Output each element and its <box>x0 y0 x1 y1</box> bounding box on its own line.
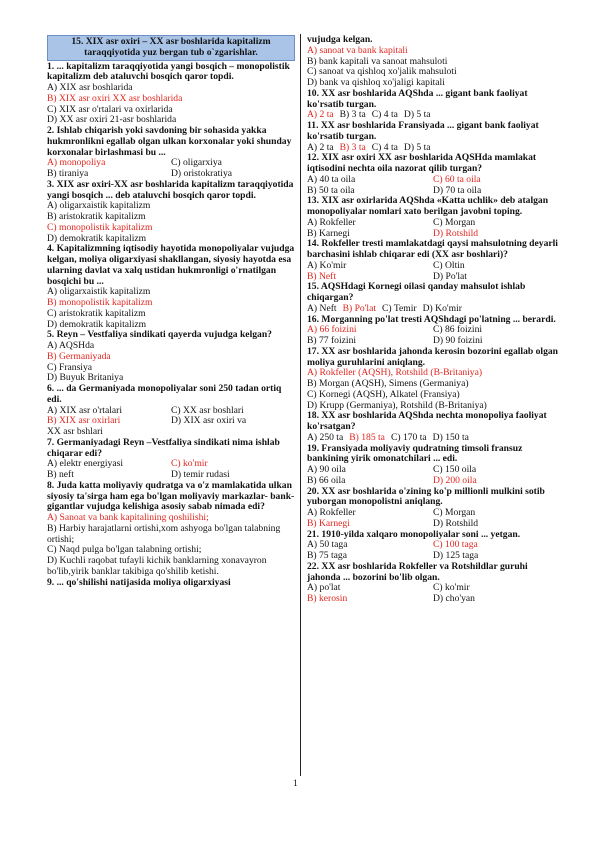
question-3: 3. XIX asr oxiri-XX asr boshlarida kapitalizm taraqqiyotida yangi bosqich ... deb ataluvchi bosqich qaror topdi. <box>47 178 294 201</box>
correct-option: B) Po'lat <box>342 302 377 314</box>
option: B) Harbiy harajatlarni ortishi,xom ashyoga bo'lgan talabning ortishi; <box>47 522 281 545</box>
option-row <box>307 218 559 229</box>
question-17: 17. XX asr boshlarida jahonda kerosin bozorini egallab olgan moliya guruhlarini aniqlang. <box>307 345 558 368</box>
option: B) 50 ta oila <box>307 184 355 196</box>
question-20: 20. XX asr boshlarida o'zining ko'p millionli mulkini sotib yuborgan monopolistni aniqlang. <box>307 485 545 508</box>
correct-option: B) Germaniyada <box>47 350 111 362</box>
option: A) Rokfeller <box>307 216 356 228</box>
option: C) aristokratik kapitalizm <box>47 307 146 319</box>
option: A) Ko'mir <box>307 259 347 271</box>
correct-option: B) XIX asr oxiri XX asr boshlarida <box>47 92 183 104</box>
title-line-2: taraqqiyotida yuz bergan tub o`zgarishlar. <box>84 46 258 58</box>
question-5: 5. Reyn – Vestfaliya sindikati qayerda vujudga kelgan? <box>47 329 272 341</box>
option: C) 86 foizini <box>433 324 483 336</box>
question-11: 11. XX asr boshlarida Fransiyada ... gigant bank faoliyat ko'rsatib turgan. <box>307 120 539 142</box>
question-16: 16. Morganning po'lat tresti AQShdagi po'latning ... berardi. <box>307 313 556 325</box>
column-divider <box>300 34 301 776</box>
question-2: 2. Ishlab chiqarish yoki savdoning bir sohasida yakka hukmronlikni egallab olgan ulkan korxonalar yoki shunday korxonalar birlashmasi bu ... <box>47 125 292 158</box>
option: C) 4 ta <box>371 141 398 153</box>
option: C) XX asr boshlari <box>171 404 244 416</box>
option: D) Ko'mir <box>422 302 462 314</box>
option: D) Rotshild <box>433 517 479 529</box>
option: B) Morgan (AQSH), Simens (Germaniya) <box>307 378 469 389</box>
section-title <box>47 35 295 61</box>
option: A) AQSHda <box>47 340 95 351</box>
option: A) elektr energiyasi <box>47 458 124 470</box>
option: C) XIX asr o'rtalari va oxirlarida <box>47 103 173 115</box>
correct-option: B) Karnegi <box>307 517 350 529</box>
option: A) 2 ta <box>307 141 334 153</box>
option-row <box>307 433 559 444</box>
option: D) 90 foizini <box>433 335 483 346</box>
correct-option: C) 60 ta oila <box>433 173 481 185</box>
option-row <box>307 304 559 315</box>
option: C) Oltin <box>433 259 465 271</box>
option: D) Kuchli raqobat tufayli kichik banklarning xonavayron bo'lib,yirik banklar takibiga qo'shilib ketishi. <box>47 555 267 577</box>
correct-option: A) Rokfeller (AQSH), Rotshild (B-Britaniya) <box>307 367 483 379</box>
option: A) po'lat <box>307 582 341 594</box>
question-8: 8. Juda katta moliyaviy qudratga va o'z mamlakatida ulkan siyosiy ta'sirga ham ega bo'lgan moliyaviy markazlar- bank-gigantlar vujudga kelishiga asosiy sabab nimada edi? <box>47 479 295 513</box>
correct-option: C) ko'mir <box>171 458 208 470</box>
correct-option: B) 185 ta <box>349 431 385 443</box>
option: A) Neft <box>307 302 337 314</box>
question-21: 21. 1910-yilda xalqaro monopoliyalar soni ... yetgan. <box>307 528 521 540</box>
option: D) cho'yan <box>433 593 475 604</box>
question-13: 13. XIX asr oxirlarida AQShda «Katta uchlik» deb atalgan monopoliyalar nomlari xato berilgan javobni toping. <box>307 195 549 217</box>
option: A) 50 taga <box>307 539 348 551</box>
option: C) Morgan <box>433 216 476 228</box>
option: C) Naqd pulga bo'lgan talabning ortishi; <box>47 544 202 556</box>
question-14: 14. Rokfeller tresti mamlakatdagi qaysi mahsulotning deyarli barchasini ishlab chiqarar edi (XX asr boshlari)? <box>307 238 558 260</box>
option: C) sanoat va qishloq xo'jalik mahsuloti <box>307 66 457 78</box>
correct-option: D) Rotshild <box>433 227 479 239</box>
option-row <box>307 175 559 186</box>
option: C) oligarxiya <box>171 157 222 169</box>
option-row <box>307 261 559 272</box>
option: A) Rokfeller <box>307 507 356 518</box>
question-18: 18. XX asr boshlarida AQShda nechta monopoliya faoliyat ko'rsatgan? <box>307 410 547 432</box>
option: B) aristokratik kapitalizm <box>47 211 146 222</box>
option: D) temir rudasi <box>171 469 230 480</box>
option: A) 40 ta oila <box>307 173 356 185</box>
option: B) bank kapitali va sanoat mahsuloti <box>307 55 448 67</box>
option: B) 77 foizini <box>307 335 357 346</box>
correct-option: C) 100 taga <box>433 539 478 551</box>
option: D) demokratik kapitalizm <box>47 318 147 330</box>
question-7: 7. Germaniyadagi Reyn –Vestfaliya sindikati nima ishlab chiqarar edi? <box>47 436 280 459</box>
option: C) 4 ta <box>371 109 398 121</box>
question-9-continued: vujudga kelgan. <box>307 34 373 45</box>
option: D) 5 ta <box>403 109 431 121</box>
title-line-1: 15. XIX asr oxiri – XX asr boshlarida kapitalizm <box>71 36 271 47</box>
question-6: 6. ... da Germaniyada monopoliyalar soni 250 tadan ortiq edi. <box>47 383 282 405</box>
correct-option: A) monopoliya <box>47 157 106 169</box>
question-19: 19. Fransiyada moliyaviy qudratning timsoli fransuz bankining yirik omonatchilari ... edi. <box>307 442 523 465</box>
option-row <box>307 594 559 605</box>
correct-option: A) 66 foizini <box>307 324 357 336</box>
correct-option: A) Sanoat va bank kapitalining qoshilishi; <box>47 512 209 523</box>
option: B) Karnegi <box>307 227 350 239</box>
correct-option: B) 3 ta <box>339 141 366 153</box>
correct-option: B) XIX asr oxirlari <box>47 415 121 427</box>
correct-option: D) 200 oila <box>433 474 477 486</box>
option: D) 70 ta oila <box>433 184 482 196</box>
question-1: 1. ... kapitalizm taraqqiyotida yangi bosqich – monopolistik kapitalizm deb ataluvchi bosqich qaror topdi. <box>47 60 290 83</box>
left-column <box>47 35 295 588</box>
option: B) 75 taga <box>307 550 347 561</box>
right-column <box>307 35 559 605</box>
question-4: 4. Kapitalizmning iqtisodiy hayotida monopoliyalar vujudga kelgan, moliya oligarxiyasi shakllangan, siyosiy hayotda esa ularning davlat va xalq ustidan hukmronligi o'rnatilgan bosqichi bu ... <box>47 243 295 287</box>
question-12: 12. XIX asr oxiri XX asr boshlarida AQSHda mamlakat iqtisodini nechta oila nazorat qilib turgan? <box>307 152 537 174</box>
option: D) 150 ta <box>432 431 469 443</box>
option: C) 150 oila <box>433 464 477 475</box>
option: D) XIX asr oxiri va <box>171 415 247 427</box>
question-15: 15. AQSHdagi Kornegi oilasi qanday mahsulot ishlab chiqargan? <box>307 281 526 303</box>
option: B) 66 oila <box>307 474 346 486</box>
option: C) 170 ta <box>390 431 427 443</box>
option: C) Temir <box>382 302 417 314</box>
option: A) 90 oila <box>307 464 346 475</box>
option: D) 125 taga <box>433 550 479 561</box>
option: A) oligarxaistik kapitalizm <box>47 286 151 298</box>
option: B) neft <box>47 469 74 480</box>
option: D) demokratik kapitalizm <box>47 232 147 244</box>
correct-option: A) 2 ta <box>307 109 334 121</box>
option: C) Kornegi (AQSH), Alkatel (Fransiya) <box>307 388 460 400</box>
question-9: 9. ... qo'shilishi natijasida moliya oligarxiyasi <box>47 576 231 588</box>
correct-option: C) monopolistik kapitalizm <box>47 221 153 233</box>
correct-option: B) monopolistik kapitalizm <box>47 297 153 308</box>
correct-option: A) sanoat va bank kapitali <box>307 44 408 56</box>
option: D) 5 ta <box>403 141 431 153</box>
option: D) XX asr oxiri 21-asr boshlarida <box>47 114 177 126</box>
option: D) bank va qishloq xo'jaligi kapitali <box>307 77 445 88</box>
option-row <box>307 519 559 530</box>
question-22: 22. XX asr boshlarida Rokfeller va Rotshildlar guruhi jahonda ... bozorini bo'lib olgan. <box>307 560 528 583</box>
option: C) Fransiya <box>47 361 93 373</box>
option: C) ko'mir <box>433 582 470 594</box>
option: A) oligarxaistik kapitalizm <box>47 200 151 212</box>
option: A) XIX asr o'rtalari <box>47 404 122 416</box>
option: A) 250 ta <box>307 431 344 443</box>
correct-option: B) kerosin <box>307 593 348 604</box>
question-10: 10. XX asr boshlarida AQShda ... gigant bank faoliyat ko'rsatib turgan. <box>307 87 528 110</box>
option-continued: XX asr bshlari <box>47 426 103 437</box>
option: A) XIX asr boshlarida <box>47 82 133 93</box>
page-number: 1 <box>293 778 298 789</box>
option: D) oristokratiya <box>171 168 233 179</box>
option: B) 3 ta <box>339 109 366 121</box>
option-row <box>307 476 559 487</box>
correct-option: B) Neft <box>307 270 337 282</box>
option: D) Buyuk Britaniya <box>47 372 124 384</box>
option: D) Po'lat <box>433 270 467 282</box>
option: B) tiraniya <box>47 168 89 179</box>
option: C) Morgan <box>433 507 476 518</box>
option: D) Krupp (Germaniya), Rotshild (B-Britaniya) <box>307 399 487 411</box>
